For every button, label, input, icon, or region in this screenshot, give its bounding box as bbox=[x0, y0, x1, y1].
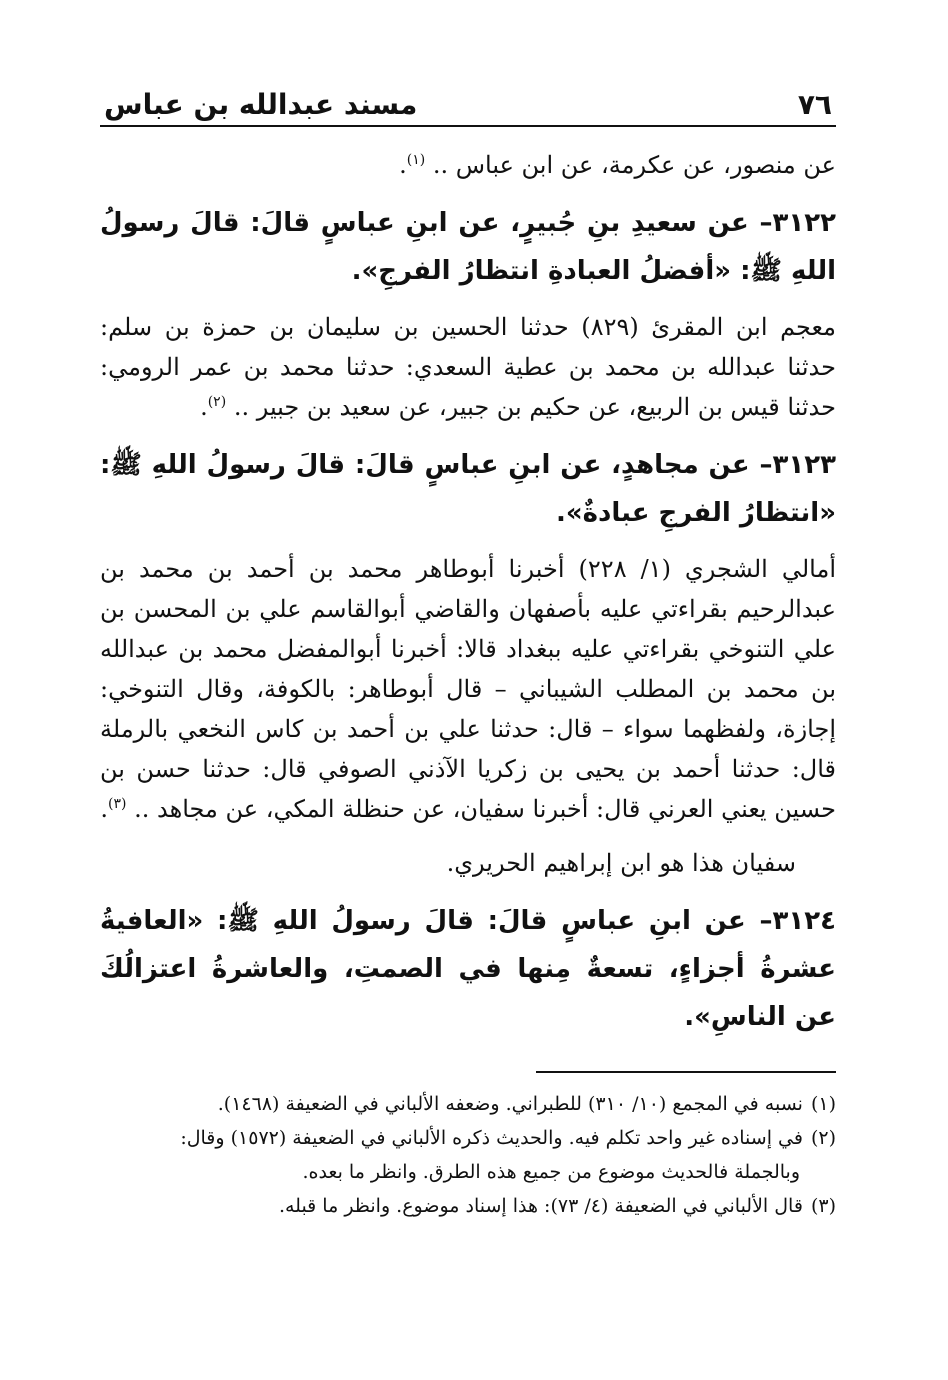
footnote-marker: (٢) bbox=[207, 394, 227, 410]
footnote-text: نسبه في المجمع (١٠/ ٣١٠) للطبراني. وضعفه الألباني في الضعيفة (١٤٦٨). bbox=[217, 1093, 803, 1115]
paragraph-text: أمالي الشجري (١/ ٢٢٨) أخبرنا أبوطاهر محمد بن أحمد بن محمد بن عبدالرحيم بقراءتي عليه بأصفهان والقاضي أبوالقاسم علي بن المحسن بن علي التنوخي بقراءتي عليه ببغداد قالا: أخبرنا أبوالمفضل محمد بن عبدالله بن محمد بن المطلب الشيباني – قال أبوطاهر: بالكوفة، وقال التنوخي: إجازة، ولفظهما سواء – قال: حدثنا علي بن أحمد بن كاس النخعي بالرملة قال: حدثنا أحمد بن يحيى بن زكريا الآذني الصوفي قال: حدثنا حسن بن حسين يعني العرني قال: أخبرنا سفيان، عن حنظلة المكي، عن مجاهد .. bbox=[100, 555, 836, 823]
running-title: مسند عبدالله بن عباس bbox=[104, 88, 418, 121]
footnote-3 bbox=[100, 1189, 836, 1223]
source-paragraph: أمالي الشجري (١/ ٢٢٨) أخبرنا أبوطاهر محمد بن أحمد بن محمد بن عبدالرحيم بقراءتي عليه بأصفهان والقاضي أبوالقاسم علي بن المحسن بن علي التنوخي بقراءتي عليه ببغداد قالا: أخبرنا أبوالمفضل محمد بن عبدالله بن محمد بن المطلب الشيباني – قال أبوطاهر: بالكوفة، وقال التنوخي: إجازة، ولفظهما سواء – قال: حدثنا علي بن أحمد بن كاس النخعي بالرملة قال: حدثنا أحمد بن يحيى بن زكريا الآذني الصوفي قال: حدثنا حسن بن حسين يعني العرني قال: أخبرنا سفيان، عن حنظلة المكي، عن مجاهد .. $^{(٣)}$. bbox=[100, 555, 836, 823]
page-number: ٧٦ bbox=[797, 88, 832, 121]
isnad-continuation: عن منصور، عن عكرمة، عن ابن عباس .. $^{(١)}$. bbox=[399, 151, 836, 179]
footnote-number: (١) bbox=[810, 1093, 836, 1115]
hadith-3122: ٣١٢٢– عن سعيدِ بنِ جُبيرٍ، عن ابنِ عباسٍ قالَ: قالَ رسولُ اللهِ ﷺ: «أفضلُ العبادةِ انتظارُ الفرجِ». bbox=[100, 208, 836, 286]
hadith-3123: ٣١٢٣– عن مجاهدٍ، عن ابنِ عباسٍ قالَ: قالَ رسولُ اللهِ ﷺ: «انتظارُ الفرجِ عبادةٌ». bbox=[100, 450, 836, 528]
footnote-2-continued: وبالجملة فالحديث موضوع من جميع هذه الطرق. وانظر ما بعده. bbox=[302, 1161, 800, 1183]
footnote-number: (٣) bbox=[810, 1195, 836, 1217]
paragraph-text: عن منصور، عن عكرمة، عن ابن عباس .. bbox=[432, 151, 836, 179]
footnote-marker: (١) bbox=[406, 152, 426, 168]
footnote-marker: (٣) bbox=[107, 796, 127, 812]
header-divider bbox=[100, 125, 836, 127]
footnote-2 bbox=[100, 1121, 836, 1155]
source-paragraph: معجم ابن المقرئ (٨٢٩) حدثنا الحسين بن سليمان بن حمزة بن سلم: حدثنا عبدالله بن محمد بن عطية السعدي: حدثنا محمد بن عمر الرومي: حدثنا قيس بن الربيع، عن حكيم بن جبير، عن سعيد بن جبير .. $^{(٢)}$. bbox=[100, 313, 836, 421]
footnote-divider bbox=[536, 1071, 836, 1073]
commentary-paragraph: سفيان هذا هو ابن إبراهيم الحريري. bbox=[446, 849, 796, 877]
page-header bbox=[100, 88, 836, 125]
footnote-1 bbox=[100, 1087, 836, 1121]
paragraph-text: معجم ابن المقرئ (٨٢٩) حدثنا الحسين بن سليمان بن حمزة بن سلم: حدثنا عبدالله بن محمد بن عطية السعدي: حدثنا محمد بن عمر الرومي: حدثنا قيس بن الربيع، عن حكيم بن جبير، عن سعيد بن جبير .. bbox=[100, 313, 836, 421]
footnotes bbox=[100, 1087, 836, 1223]
footnote-text: في إسناده غير واحد تكلم فيه. والحديث ذكره الألباني في الضعيفة (١٥٧٢) وقال: bbox=[180, 1127, 803, 1149]
footnote-text: قال الألباني في الضعيفة (٤/ ٧٣): هذا إسناد موضوع. وانظر ما قبله. bbox=[278, 1195, 803, 1217]
hadith-3124: ٣١٢٤– عن ابنِ عباسٍ قالَ: قالَ رسولُ اللهِ ﷺ: «العافيةُ عشرةُ أجزاءٍ، تسعةٌ مِنها في الصمتِ، والعاشرةُ اعتزالُكَ عن الناسِ». bbox=[100, 906, 836, 1032]
footnote-number: (٢) bbox=[810, 1127, 836, 1149]
